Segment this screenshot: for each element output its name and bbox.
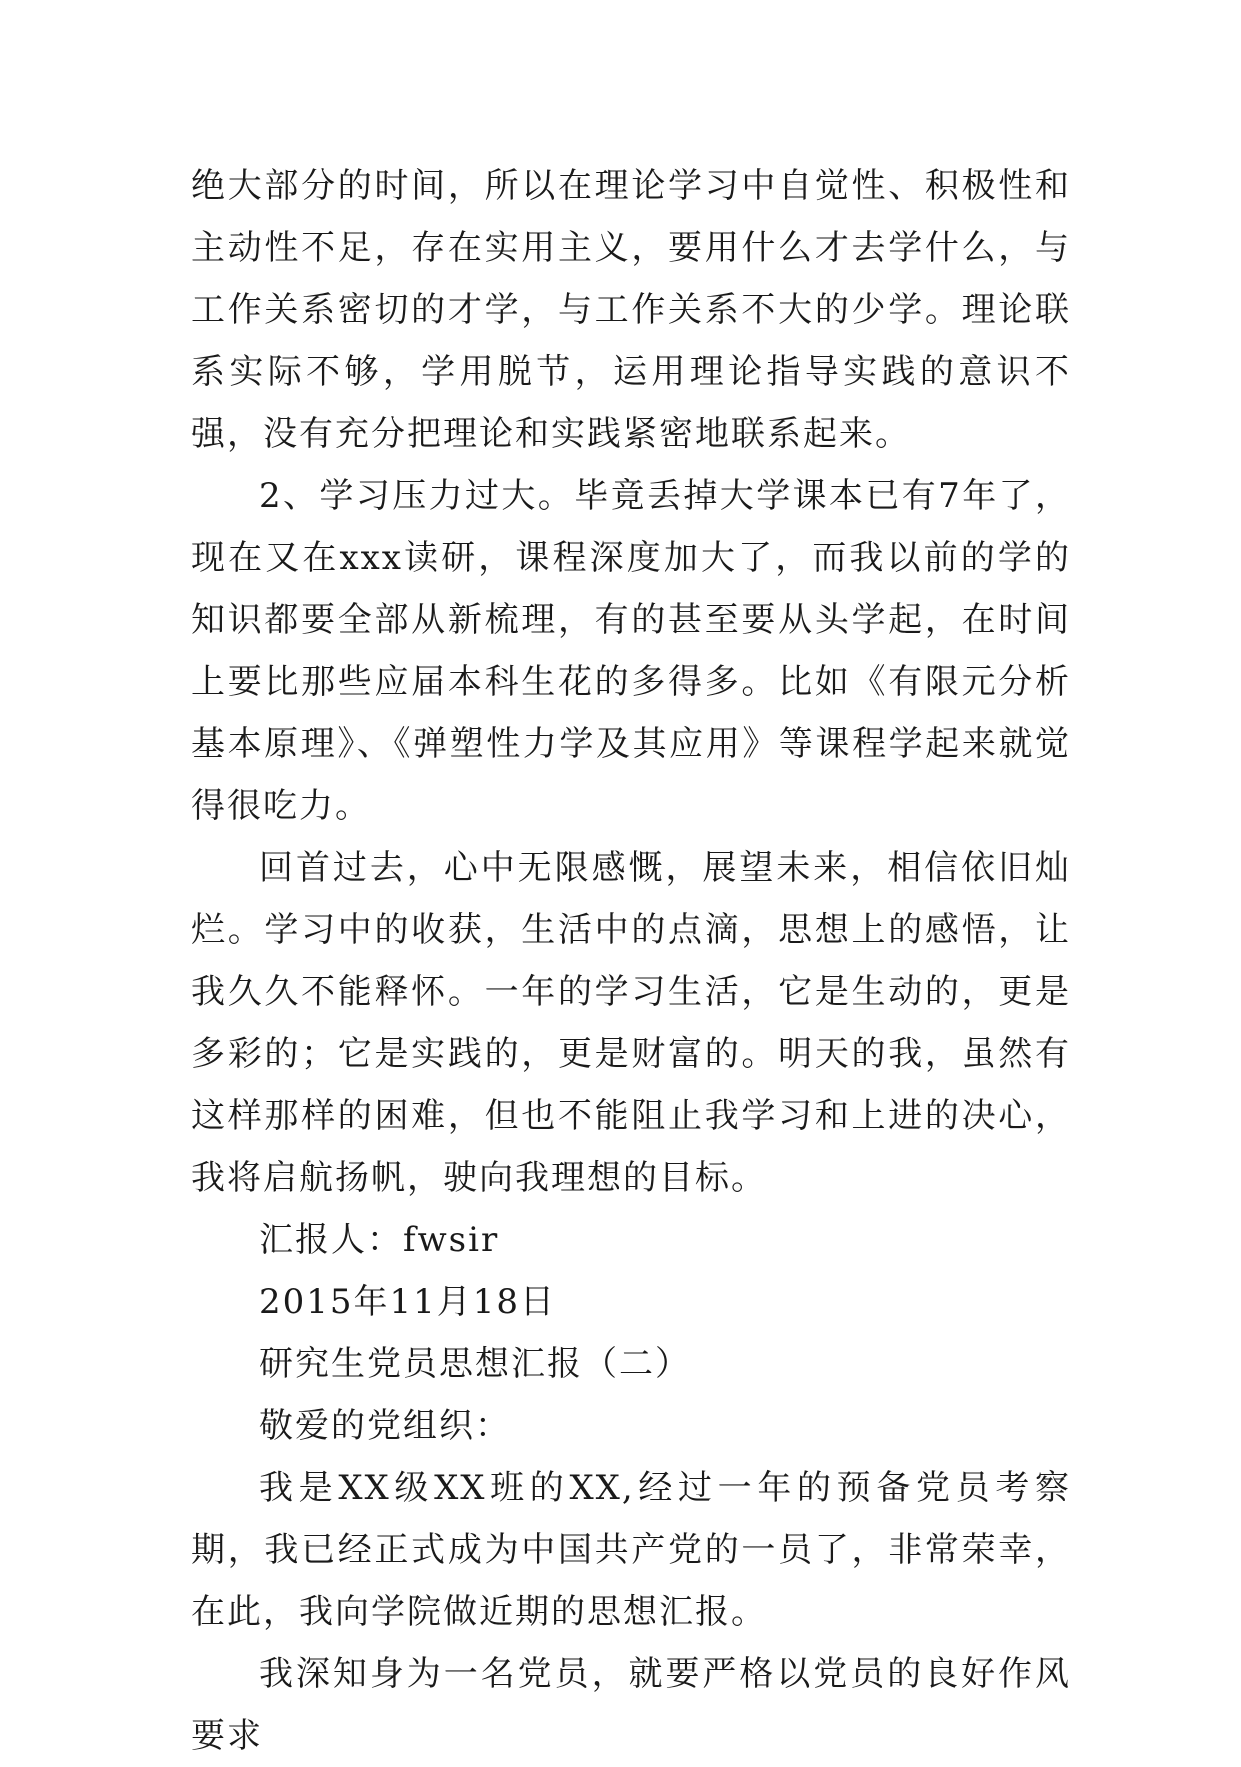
salutation: 敬爱的党组织： xyxy=(259,1406,511,1446)
paragraph-learning-attitude: 绝大部分的时间，所以在理论学习中自觉性、积极性和主动性不足，存在实用主义，要用什么才去学什么，与工作关系密切的才学，与工作关系不大的少学。理论联系实际不够，学用脱节，运用理论指导实践的意识不强，没有充分把理论和实践紧密地联系起来。 xyxy=(191,166,1071,454)
report-date: 2015年11月18日 xyxy=(259,1282,557,1322)
paragraph-party-conduct: 我深知身为一名党员，就要严格以党员的良好作风要求 xyxy=(191,1654,1071,1756)
reporter-signature: 汇报人：fwsir xyxy=(259,1220,500,1260)
paragraph-study-pressure: 2、学习压力过大。毕竟丢掉大学课本已有7年了，现在又在xxx读研，课程深度加大了，而我以前的学的知识都要全部从新梳理，有的甚至要从头学起，在时间上要比那些应届本科生花的多得多。比如《有限元分析基本原理》、《弹塑性力学及其应用》等课程学起来就觉得很吃力。 xyxy=(191,476,1071,826)
document-body xyxy=(191,155,1071,1767)
paragraph-reflection: 回首过去，心中无限感慨，展望未来，相信依旧灿烂。学习中的收获，生活中的点滴，思想上的感悟，让我久久不能释怀。一年的学习生活，它是生动的，更是多彩的；它是实践的，更是财富的。明天的我，虽然有这样那样的困难，但也不能阻止我学习和上进的决心，我将启航扬帆，驶向我理想的目标。 xyxy=(191,848,1071,1198)
paragraph-introduction: 我是XX级XX班的XX,经过一年的预备党员考察期，我已经正式成为中国共产党的一员了，非常荣幸，在此，我向学院做近期的思想汇报。 xyxy=(191,1468,1071,1632)
second-report-title: 研究生党员思想汇报（二） xyxy=(259,1344,691,1384)
